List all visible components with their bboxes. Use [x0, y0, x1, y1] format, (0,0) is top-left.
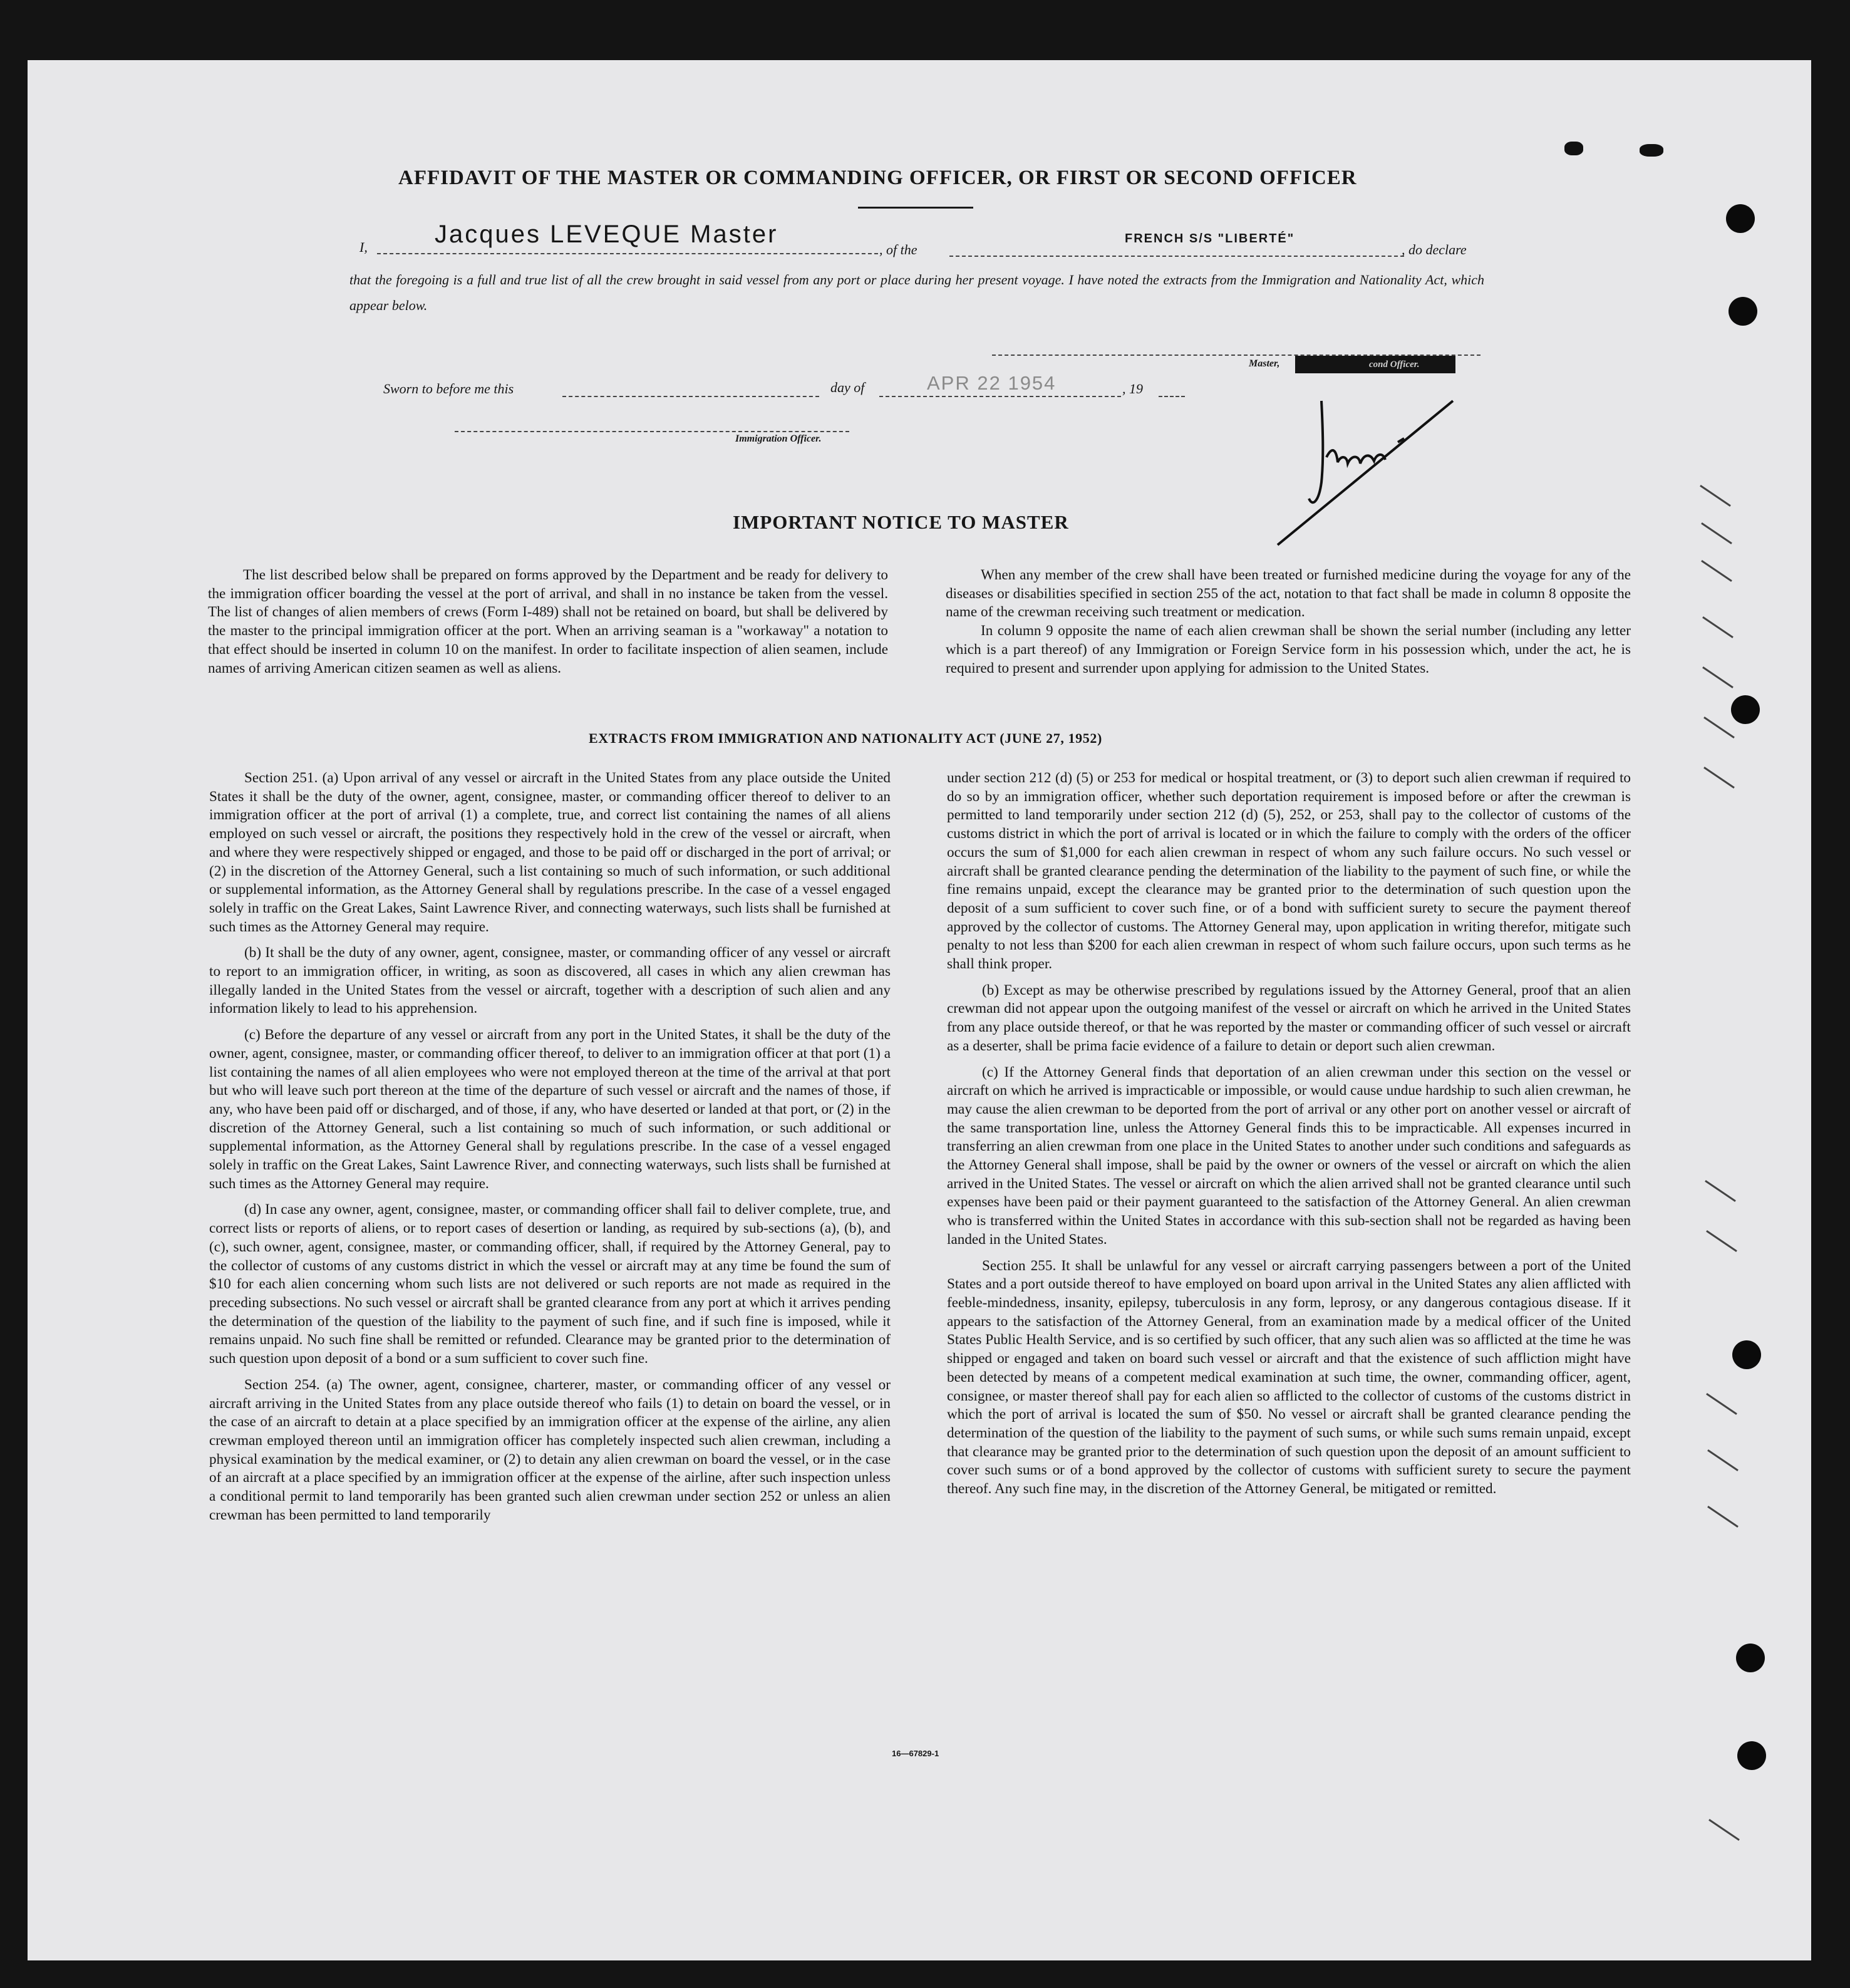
notice-left-column	[208, 566, 888, 685]
notice-left-paragraph: The list described below shall be prepared on forms approved by the Department and be ready for delivery to the immigration officer boarding the vessel at the port of arrival, and shall in no instance be taken from the vessel. The list of changes of alien members of crews (Form I-489) shall not be retained on board, but shall be delivered by the master to the principal immigration officer at the port. When an arriving seaman is a "workaway" a notation to that effect should be inserted in column 10 on the manifest. In order to facilitate inspection of alien seamen, include names of arriving American citizen seamen as well as aliens.	[208, 567, 888, 676]
year-line	[1159, 396, 1185, 397]
vessel-name-field[interactable]: FRENCH S/S "LIBERTÉ"	[1125, 232, 1295, 246]
scan-speck	[1640, 144, 1663, 157]
section-251d: (d) In case any owner, agent, consignee, master, or commanding officer shall fail to deliver complete, true, and correct lists or reports of aliens, or to report cases of desertion or landing, as required by sub-sections (a), (b), and (c), such owner, agent, consignee, master, or commanding officer, shall, if required by the Attorney General, pay to the collector of customs of any customs district in which the vessel or aircraft may at any time be found the sum of $10 for each alien concerning whom such lists are not delivered or such reports are not made as required in the preceding subsections. No such vessel or aircraft shall be granted clearance from any port at which it arrives pending the determination of the question of the liability to the payment of such fine, and if such fine is imposed, while it remains unpaid. No such fine shall be remitted or refunded. Clearance may be granted prior to the determination of such question upon deposit of a bond or a sum sufficient to cover such fine.	[209, 1201, 891, 1367]
vessel-line	[949, 256, 1404, 257]
notice-title: IMPORTANT NOTICE TO MASTER	[733, 511, 1069, 533]
section-255: Section 255. It shall be unlawful for any vessel or aircraft carrying passengers between a port of the United States and a port outside thereof to have employed on board upon arrival in the United States any alien afflicted with feeble-mindedness, insanity, epilepsy, tuberculosis in any form, leprosy, or any dangerous contagious disease. If it appears to the satisfaction of the Attorney General, from an examination made by a medical officer of the United States Public Health Service, and is so certified by such officer, that any such alien was so afflicted at the time he was shipped or engaged and taken on board such vessel or aircraft and that the existence of such affliction might have been detected by means of a competent medical examination at such time, the owner, commanding officer, agent, consignee, or master thereof shall pay for each alien so afflicted to the collector of customs of the customs district in which the port of arrival is located the sum of $50. No vessel or aircraft shall be granted clearance pending the determination of the question of the liability to the payment of such sums, or while such sums remain unpaid, except that clearance may be granted prior to the determination of such question upon the deposit of an amount sufficient to cover such sums or of a bond approved by the collector of customs with sufficient surety to secure the payment thereof. Any such fine may, in the discretion of the Attorney General, be mitigated or remitted.	[947, 1257, 1631, 1498]
punch-hole	[1729, 297, 1757, 326]
master-name-line	[377, 253, 878, 254]
sworn-label: Sworn to before me this	[383, 381, 514, 396]
immigration-officer-label: Immigration Officer.	[735, 433, 822, 444]
section-251b: (b) It shall be the duty of any owner, agent, consignee, master, or commanding officer of any vessel or aircraft to report to an immigration officer, in writing, as soon as discovered, all cases in which any alien crewman has illegally landed in the United States from the vessel or aircraft, together with a description of such alien and any information likely to lead to his apprehension.	[209, 945, 891, 1017]
extracts-left-column	[209, 769, 891, 1532]
punch-hole	[1726, 204, 1755, 233]
immigration-officer-line	[455, 431, 849, 432]
master-signature-label: Master,	[1249, 358, 1280, 369]
punch-hole	[1732, 1340, 1761, 1369]
punch-hole	[1731, 695, 1760, 724]
year-label: , 19	[1122, 381, 1143, 396]
affidavit-title: AFFIDAVIT OF THE MASTER OR COMMANDING OFFICER, OR FIRST OR SECOND OFFICER	[398, 167, 1357, 189]
section-254b: (b) Except as may be otherwise prescribed by regulations issued by the Attorney General, proof that an alien crewman did not appear upon the outgoing manifest of the vessel or aircraft on which he arrived in the United States from any place outside thereof, or that he was reported by the master or commanding officer of such vessel or aircraft as a deserter, shall be prima facie evidence of a failure to detain or deport such alien crewman.	[947, 981, 1631, 1054]
section-251c: (c) Before the departure of any vessel or aircraft from any port in the United States, it shall be the duty of the owner, agent, consignee, master, or commanding officer thereof, to deliver to an immigration officer at that port (1) a list containing the names of all alien employees who were not employed thereon at the time of the arrival at that port but who will leave such port thereon at the time of the departure of such vessel or aircraft and the names of those, if any, who have been paid off or discharged, and of those, if any, who have deserted or landed at that port, or (2) in the discretion of the Attorney General, such a list containing so much of such information, or such additional or supplemental information, as the Attorney General shall by regulations prescribe. In the case of a vessel engaged solely in traffic on the Great Lakes, Saint Lawrence River, and connecting waterways, such lists shall be furnished at such times as the Attorney General may require.	[209, 1027, 891, 1192]
of-the-label: , of the	[879, 242, 917, 257]
notice-right-paragraph-1: When any member of the crew shall have been treated or furnished medicine during the voyage for any of the diseases or disabilities specified in section 255 of the act, notation to that fact shall be made in column 8 opposite the name of the crewman receiving such treatment or medication.	[946, 567, 1631, 621]
punch-hole	[1737, 1741, 1766, 1770]
title-underline	[858, 207, 973, 209]
master-name-field[interactable]: Jacques LEVEQUE Master	[435, 220, 778, 248]
section-254c: (c) If the Attorney General finds that deportation of an alien crewman under this section on the vessel or aircraft on which he arrived is impracticable or impossible, or would cause undue hardship to such alien crewman, he may cause the alien crewman to be deported from the port of arrival or any other port on another vessel or aircraft of the same transportation line, unless the Attorney General finds this to be impracticable. All expenses incurred in transferring an alien crewman from one place in the United States to another under such conditions and safeguards as the Attorney General shall impose, shall be paid by the owner or owners of the vessel or aircraft on which the alien arrived in the United States. The vessel or aircraft on which the alien arrived shall not be granted clearance until such expenses have been paid or their payment guaranteed to the satisfaction of the Attorney General. An alien crewman who is transferred within the United States in accordance with this sub-section shall not be regarded as having been landed in the United States.	[947, 1064, 1631, 1248]
scan-speck	[1564, 142, 1583, 155]
declaration-text: that the foregoing is a full and true list of all the crew brought in said vessel from any port or place during her present voyage. I have noted the extracts from the Immigration and Nationality Act, which appear below.	[349, 272, 1484, 313]
extracts-title: EXTRACTS FROM IMMIGRATION AND NATIONALITY ACT (JUNE 27, 1952)	[589, 730, 1102, 746]
section-254a-cont: under section 212 (d) (5) or 253 for medical or hospital treatment, or (3) to deport such alien crewman if required to do so by an immigration officer, whether such deportation requirement is imposed before or after the crewman is permitted to land temporarily under section 212 (d) (5), 252, or 253, shall pay to the collector of customs of the customs district in which the port of arrival is located or in which the failure to comply with the orders of the officer occurs the sum of $1,000 for each alien crewman in respect of whom any such failure occurs. No such vessel or aircraft shall be granted clearance pending the determination of the liability to the payment of such fine, or while the fine remains unpaid, except the clearance may be granted prior to the determination of such question upon the deposit of a sum sufficient to cover such fine, or of a bond with sufficient surety to secure the payment thereof approved by the collector of customs. The Attorney General may, upon application in writing therefor, mitigate such penalty to not less than $200 for each alien crewman in respect of whom such failure occurs, upon such terms as he shall think proper.	[947, 770, 1631, 973]
master-signature	[1259, 388, 1472, 564]
master-signature-label-end: cond Officer.	[1369, 360, 1420, 370]
extracts-right-column	[947, 769, 1631, 1506]
section-251a: Section 251. (a) Upon arrival of any vessel or aircraft in the United States from any place outside the United States it shall be the duty of the owner, agent, consignee, master, or commanding officer thereof to deliver to an immigration officer at the port of arrival (1) a complete, true, and correct list containing the names of all aliens employed on such vessel or aircraft, the positions they respectively hold in the crew of the vessel or aircraft, when and where they were respectively shipped or engaged, and those to be paid off or discharged in the port of arrival; or (2) in the discretion of the Attorney General, such a list containing so much of such information, or such additional or supplemental information, as the Attorney General shall by regulations prescribe. In the case of a vessel engaged solely in traffic on the Great Lakes, Saint Lawrence River, and connecting waterways, such lists shall be furnished at such times as the Attorney General may require.	[209, 770, 891, 935]
do-declare-label: , do declare	[1402, 242, 1467, 257]
form-number: 16—67829-1	[892, 1749, 939, 1758]
notice-right-paragraph-2: In column 9 opposite the name of each alien crewman shall be shown the serial number (including any letter which is a part thereof) of any Immigration or Foreign Service form in his possession which, under the act, he is required to present and surrender upon applying for admission to the United States.	[946, 623, 1631, 676]
punch-hole	[1736, 1644, 1765, 1672]
date-stamp: APR 22 1954	[927, 372, 1057, 394]
date-line	[879, 396, 1121, 397]
notice-right-column	[946, 566, 1631, 685]
sworn-day-line	[562, 396, 819, 397]
section-254a: Section 254. (a) The owner, agent, consignee, charterer, master, or commanding officer of any vessel or aircraft arriving in the United States from any place outside thereof who fails (1) to detain on board the vessel, or in the case of an aircraft to detain at a place specified by an immigration officer at the expense of the airline, any alien crewman employed thereon until an immigration officer has completely inspected such alien crewman, including a physical examination by the medical examiner, or (2) to detain any alien crewman on board the vessel, or in the case of an aircraft at a place specified by an immigration officer at the expense of the airline, after such inspection unless a conditional permit to land temporarily has been granted such alien crewman under section 252 or unless an alien crewman has been permitted to land temporarily	[209, 1376, 891, 1523]
i-label: I,	[359, 239, 368, 255]
day-of-label: day of	[830, 380, 865, 395]
